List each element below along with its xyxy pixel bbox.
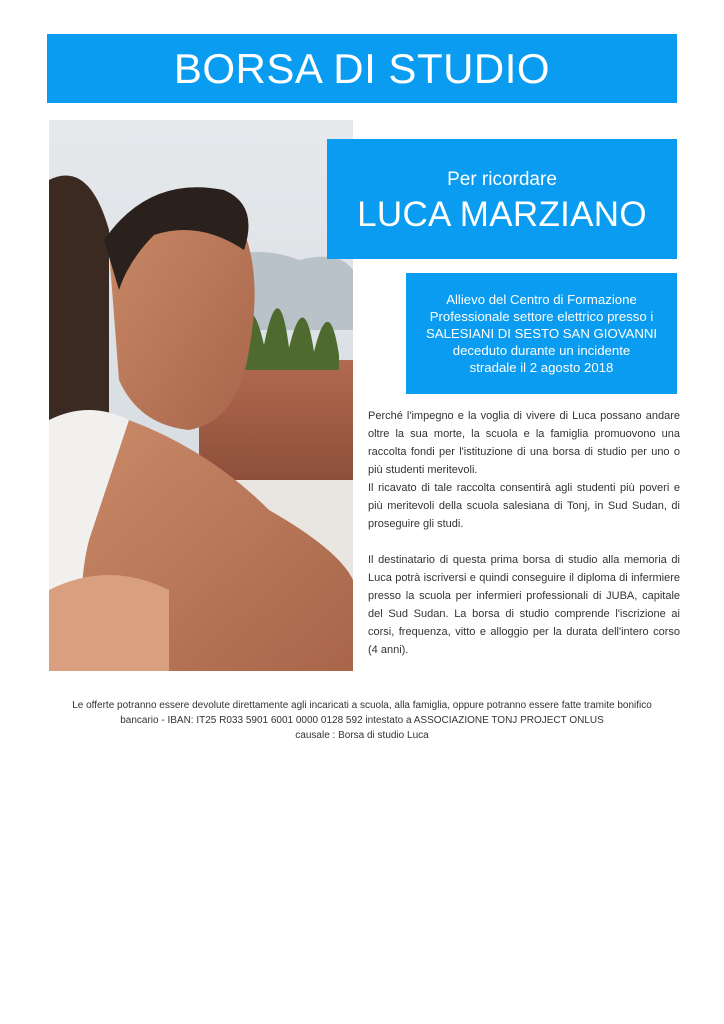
body-paragraph-1: Perché l'impegno e la voglia di vivere di Luca possano andare oltre la sua morte, la scuola e la famiglia promuovono una raccolta fondi per l'istituzione di una borsa di studio per uno o più studenti meritevoli.: [368, 410, 680, 476]
info-line: Professionale settore elettrico presso i: [429, 309, 654, 324]
body-text: [368, 407, 680, 659]
info-line: stradale il 2 agosto 2018: [469, 360, 614, 375]
footer: [60, 698, 664, 743]
footer-line-1: Le offerte potranno essere devolute direttamente agli incaricati a scuola, alla famiglia, oppure potranno essere fatte tramite bonifico: [72, 700, 652, 711]
info-line: SALESIANI DI SESTO SAN GIOVANNI: [425, 326, 658, 341]
body-paragraph-2: Il ricavato di tale raccolta consentirà agli studenti più poveri e più meritevoli della scuola salesiana di Tonj, in Sud Sudan, di proseguire gli studi.: [368, 482, 680, 530]
footer-line-2: bancario - IBAN: IT25 R033 5901 6001 0000 0128 592 intestato a ASSOCIAZIONE TONJ PROJECT ONLUS: [120, 715, 604, 726]
page-title: BORSA DI STUDIO: [173, 44, 551, 92]
portrait-photo-icon: [49, 120, 353, 671]
name-subtitle: Per ricordare: [447, 169, 557, 190]
info-line: deceduto durante un incidente: [452, 343, 631, 358]
portrait-photo: [49, 120, 353, 671]
body-paragraph-3: Il destinatario di questa prima borsa di studio alla memoria di Luca potrà iscriversi e quindi conseguire il diploma di infermiere presso la scuola per infermieri professionali di JUBA, capitale del Sud Sudan. La borsa di studio comprende l'iscrizione ai corsi, frequenza, vitto e alloggio per la durata dell'intero corso (4 anni).: [368, 554, 680, 656]
memorial-name: LUCA MARZIANO: [357, 195, 647, 234]
info-text: [411, 291, 673, 376]
info-line: Allievo del Centro di Formazione: [446, 292, 637, 307]
paragraph-gap: [368, 533, 680, 551]
name-box: [327, 139, 677, 259]
info-box: [406, 273, 677, 394]
header-banner: [47, 34, 677, 103]
footer-line-3: causale : Borsa di studio Luca: [295, 730, 429, 741]
